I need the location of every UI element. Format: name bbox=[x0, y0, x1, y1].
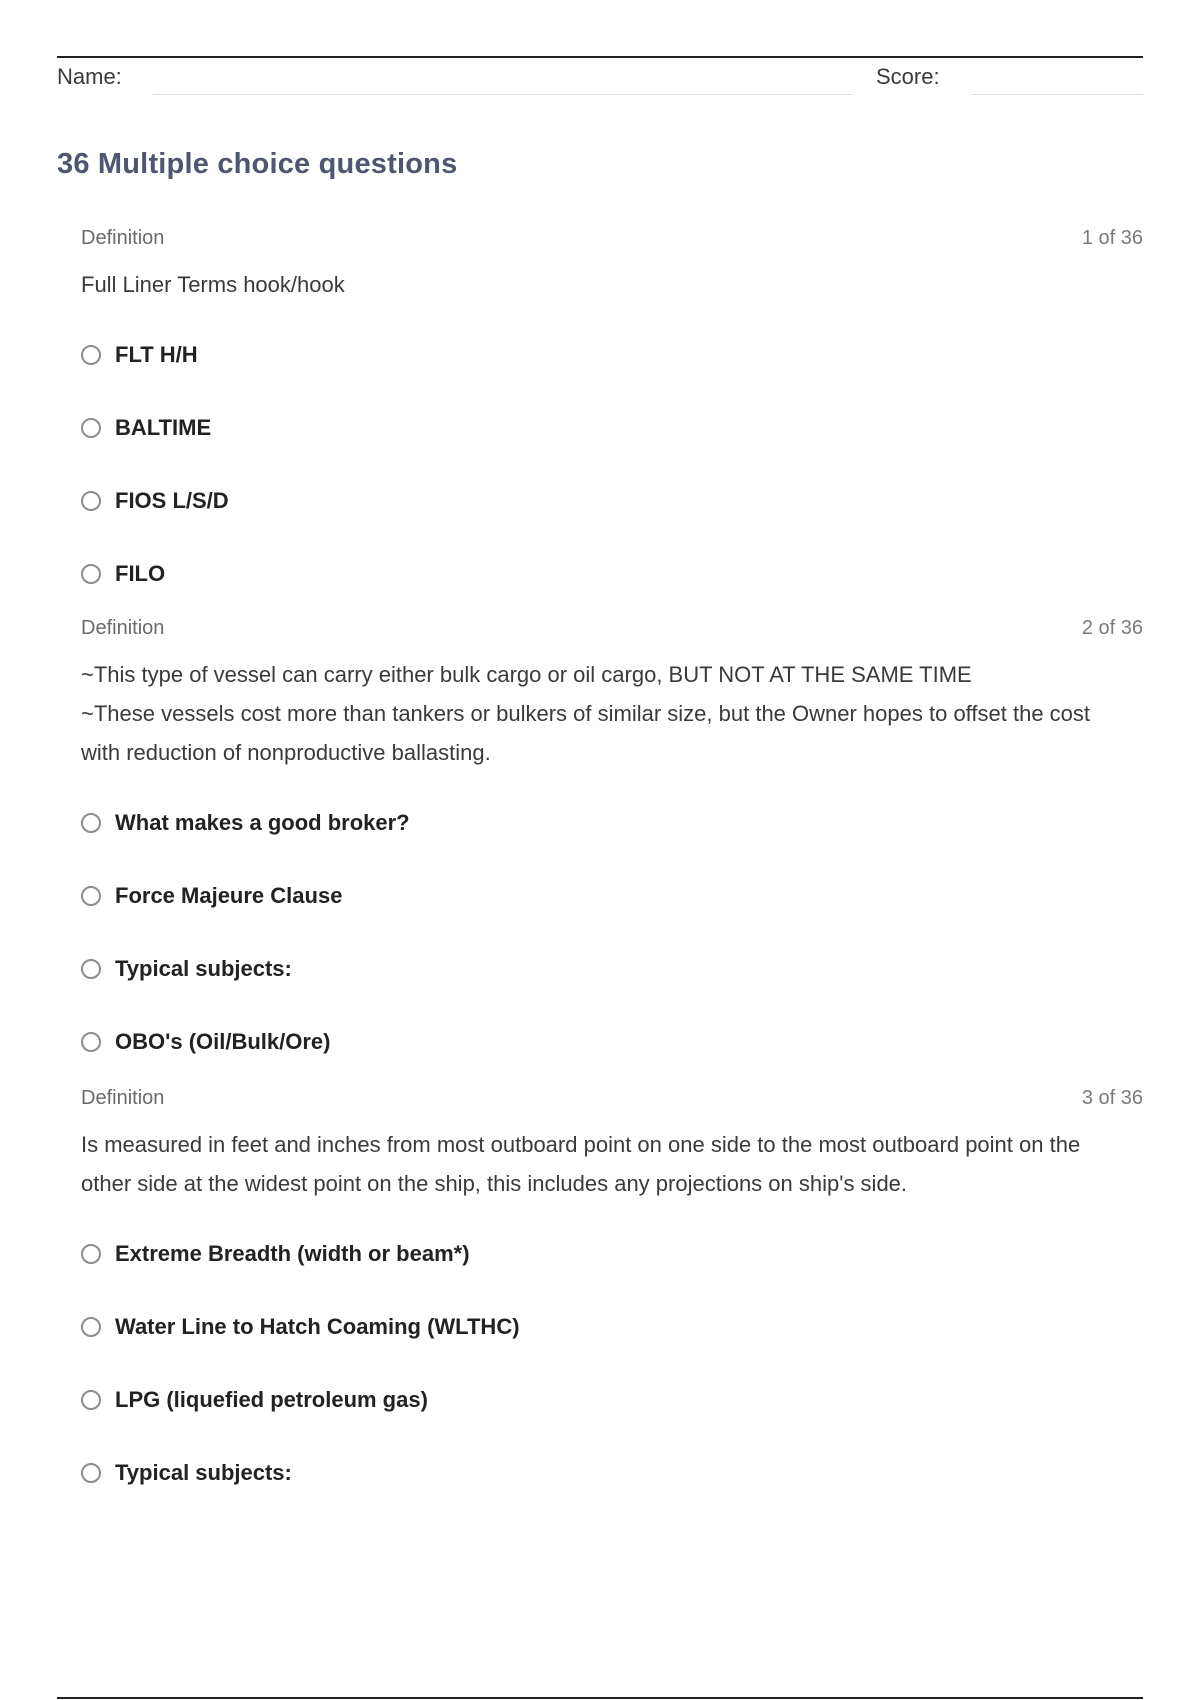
question-counter: 2 of 36 bbox=[1081, 617, 1143, 639]
question-text: Full Liner Terms hook/hook bbox=[81, 272, 345, 297]
answer-option[interactable] bbox=[81, 1363, 1143, 1436]
answer-option[interactable] bbox=[81, 1436, 1143, 1509]
answer-option-label: FLT H/H bbox=[115, 341, 198, 367]
radio-button-icon[interactable] bbox=[81, 345, 101, 365]
radio-button-icon[interactable] bbox=[81, 418, 101, 438]
question-1 bbox=[81, 227, 1143, 610]
radio-button-icon[interactable] bbox=[81, 564, 101, 584]
answer-option-label: FILO bbox=[115, 560, 166, 586]
top-divider bbox=[57, 56, 1143, 58]
answer-option-label: What makes a good broker? bbox=[115, 809, 410, 835]
radio-button-icon[interactable] bbox=[81, 1317, 101, 1337]
question-counter: 1 of 36 bbox=[1081, 227, 1143, 249]
answer-option[interactable] bbox=[81, 1217, 1143, 1290]
question-text: ~This type of vessel can carry either bulk cargo or oil cargo, BUT NOT AT THE SAME TIME ~These vessels cost more than tankers or bulkers of similar size, but the Owner hopes to offset the cost with reduction of nonproductive ballasting. bbox=[81, 662, 1091, 765]
answer-option[interactable] bbox=[81, 464, 1143, 537]
name-label: Name: bbox=[57, 64, 122, 89]
answer-option-label: Typical subjects: bbox=[115, 1459, 292, 1485]
answer-option[interactable] bbox=[81, 318, 1143, 391]
answer-option[interactable] bbox=[81, 537, 1143, 610]
answer-options bbox=[81, 786, 1143, 1078]
answer-options bbox=[81, 1217, 1143, 1509]
radio-button-icon[interactable] bbox=[81, 813, 101, 833]
question-type-label: Definition bbox=[81, 1087, 165, 1109]
question-type-label: Definition bbox=[81, 227, 165, 249]
name-field[interactable] bbox=[153, 94, 853, 95]
score-label: Score: bbox=[876, 64, 940, 89]
radio-button-icon[interactable] bbox=[81, 1390, 101, 1410]
answer-option-label: FIOS L/S/D bbox=[115, 487, 229, 513]
score-field[interactable] bbox=[971, 94, 1143, 95]
answer-option-label: LPG (liquefied petroleum gas) bbox=[115, 1386, 428, 1412]
header-row bbox=[57, 60, 1143, 100]
radio-button-icon[interactable] bbox=[81, 959, 101, 979]
radio-button-icon[interactable] bbox=[81, 1244, 101, 1264]
answer-option[interactable] bbox=[81, 786, 1143, 859]
answer-option[interactable] bbox=[81, 391, 1143, 464]
answer-option[interactable] bbox=[81, 932, 1143, 1005]
answer-option-label: BALTIME bbox=[115, 414, 212, 440]
question-type-label: Definition bbox=[81, 617, 165, 639]
radio-button-icon[interactable] bbox=[81, 491, 101, 511]
answer-option[interactable] bbox=[81, 1290, 1143, 1363]
answer-option-label: Typical subjects: bbox=[115, 955, 292, 981]
answer-option[interactable] bbox=[81, 1005, 1143, 1078]
question-counter: 3 of 36 bbox=[1081, 1087, 1143, 1109]
answer-option[interactable] bbox=[81, 859, 1143, 932]
bottom-divider bbox=[57, 1697, 1143, 1699]
question-3 bbox=[81, 1087, 1143, 1509]
question-text: Is measured in feet and inches from most outboard point on one side to the most outboard point on the other side at the widest point on the ship, this includes any projections on ship's side. bbox=[81, 1132, 1081, 1196]
section-title: 36 Multiple choice questions bbox=[57, 148, 458, 180]
radio-button-icon[interactable] bbox=[81, 1463, 101, 1483]
answer-options bbox=[81, 318, 1143, 610]
answer-option-label: Extreme Breadth (width or beam*) bbox=[115, 1240, 470, 1266]
answer-option-label: Force Majeure Clause bbox=[115, 882, 343, 908]
radio-button-icon[interactable] bbox=[81, 1032, 101, 1052]
question-2 bbox=[81, 617, 1143, 1078]
answer-option-label: OBO's (Oil/Bulk/Ore) bbox=[115, 1028, 331, 1054]
answer-option-label: Water Line to Hatch Coaming (WLTHC) bbox=[115, 1313, 520, 1339]
radio-button-icon[interactable] bbox=[81, 886, 101, 906]
worksheet-page bbox=[57, 0, 1143, 1700]
